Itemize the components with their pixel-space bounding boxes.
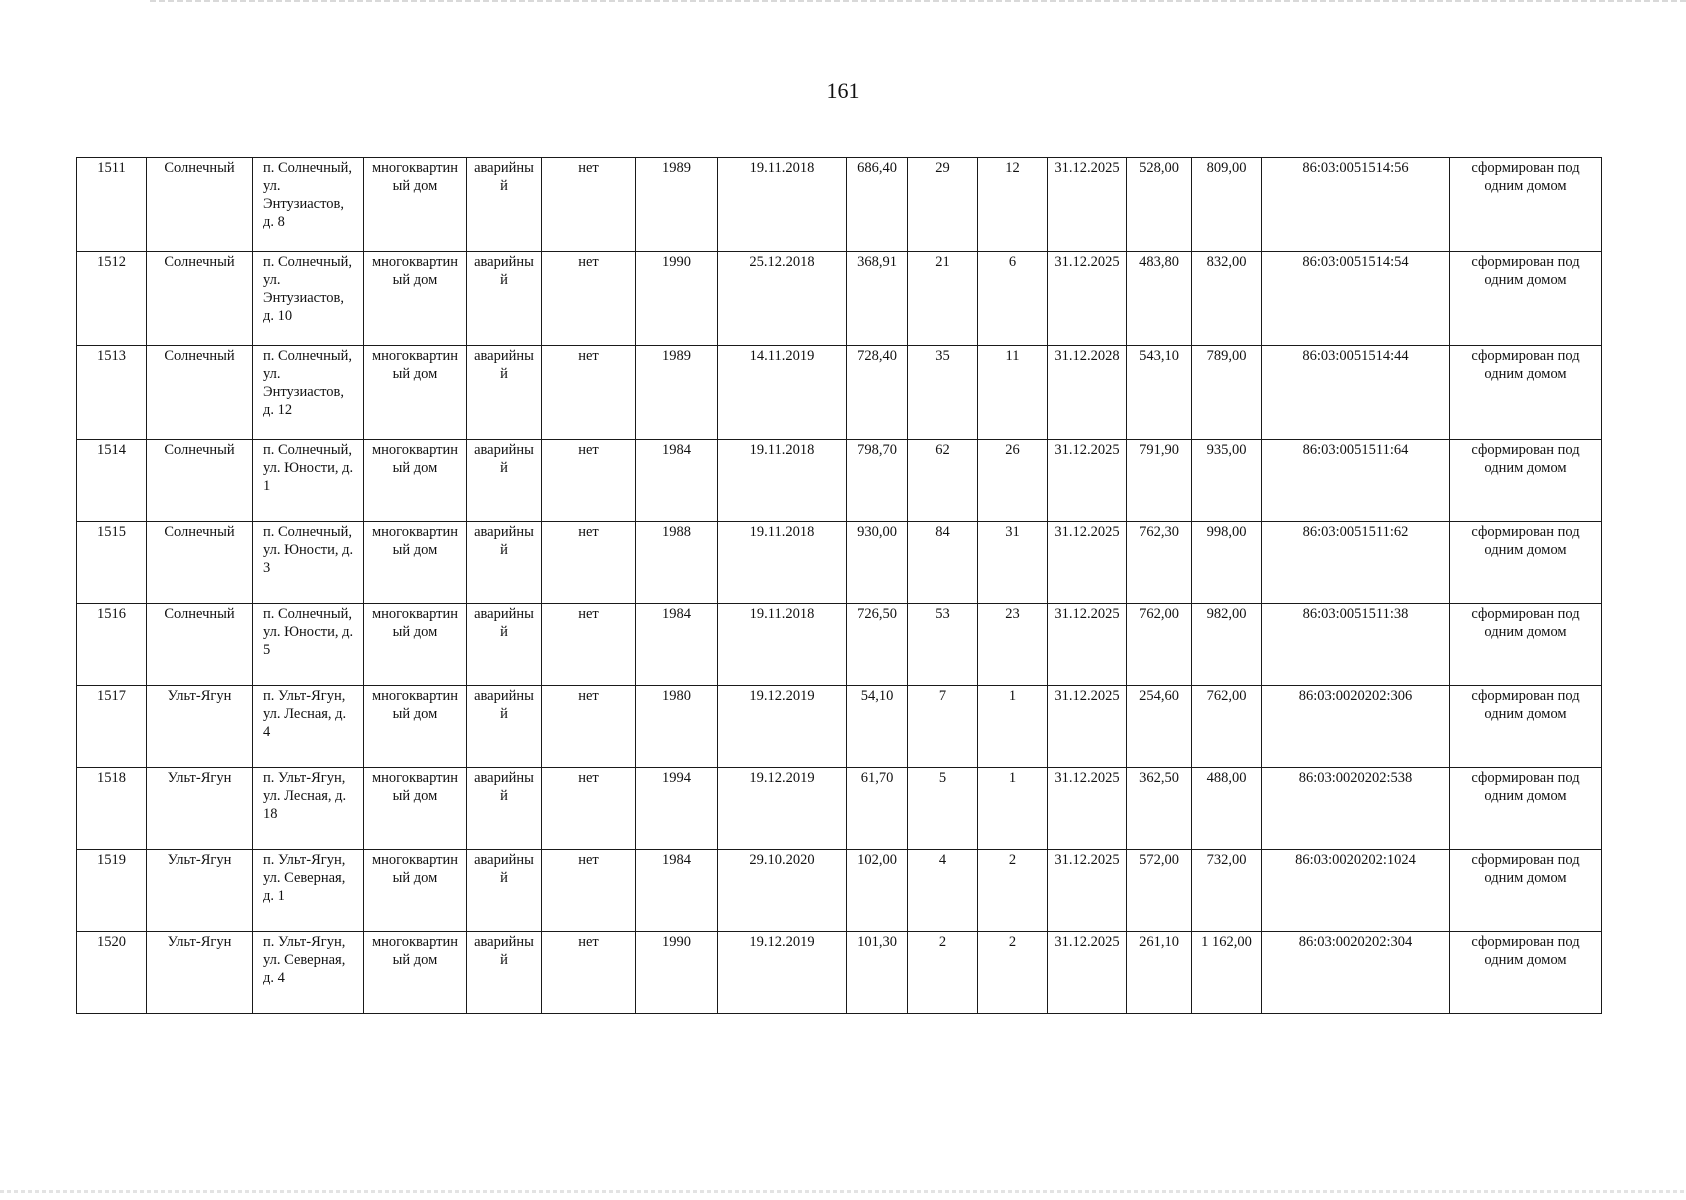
cell-year: 1984 <box>636 850 718 932</box>
cell-land-area: 528,00 <box>1127 158 1192 252</box>
cell-year: 1989 <box>636 346 718 440</box>
cell-address: п. Ульт-Ягун, ул. Лесная, д. 18 <box>253 768 364 850</box>
cell-units: 1 <box>978 768 1048 850</box>
table-row <box>77 522 1602 604</box>
cell-cadastral-number: 86:03:0020202:306 <box>1262 686 1450 768</box>
cell-units: 31 <box>978 522 1048 604</box>
cell-flag: нет <box>542 158 636 252</box>
cell-settlement: Ульт-Ягун <box>147 686 253 768</box>
cell-area: 686,40 <box>847 158 908 252</box>
cell-date: 29.10.2020 <box>718 850 847 932</box>
cell-units: 2 <box>978 850 1048 932</box>
cell-address: п. Ульт-Ягун, ул. Северная, д. 1 <box>253 850 364 932</box>
cell-building-type: многоквартиный дом <box>364 850 467 932</box>
cell-flag: нет <box>542 850 636 932</box>
cell-deadline: 31.12.2025 <box>1048 850 1127 932</box>
cell-land-area: 543,10 <box>1127 346 1192 440</box>
table-row <box>77 346 1602 440</box>
cell-condition: аварийный <box>467 522 542 604</box>
cell-building-type: многоквартиный дом <box>364 440 467 522</box>
cell-year: 1984 <box>636 440 718 522</box>
cell-cost: 935,00 <box>1192 440 1262 522</box>
cell-year: 1984 <box>636 604 718 686</box>
cell-condition: аварийный <box>467 604 542 686</box>
cell-cadastral-number: 86:03:0051514:54 <box>1262 252 1450 346</box>
scan-artifact-top <box>150 0 1686 2</box>
cell-residents: 4 <box>908 850 978 932</box>
cell-date: 14.11.2019 <box>718 346 847 440</box>
cell-number: 1519 <box>77 850 147 932</box>
cell-land-area: 762,30 <box>1127 522 1192 604</box>
cell-residents: 5 <box>908 768 978 850</box>
cell-number: 1516 <box>77 604 147 686</box>
cell-year: 1990 <box>636 932 718 1014</box>
cell-units: 23 <box>978 604 1048 686</box>
cell-year: 1980 <box>636 686 718 768</box>
cell-land-area: 791,90 <box>1127 440 1192 522</box>
cell-area: 368,91 <box>847 252 908 346</box>
cell-condition: аварийный <box>467 850 542 932</box>
cell-address: п. Солнечный, ул. Юности, д. 1 <box>253 440 364 522</box>
cell-land-area: 762,00 <box>1127 604 1192 686</box>
cell-residents: 53 <box>908 604 978 686</box>
cell-condition: аварийный <box>467 252 542 346</box>
cell-cadastral-number: 86:03:0051514:44 <box>1262 346 1450 440</box>
cell-flag: нет <box>542 346 636 440</box>
cell-settlement: Солнечный <box>147 252 253 346</box>
cell-number: 1512 <box>77 252 147 346</box>
cell-cadastral-number: 86:03:0051511:62 <box>1262 522 1450 604</box>
cell-condition: аварийный <box>467 932 542 1014</box>
cell-units: 26 <box>978 440 1048 522</box>
cell-number: 1513 <box>77 346 147 440</box>
cell-cost: 832,00 <box>1192 252 1262 346</box>
cell-number: 1520 <box>77 932 147 1014</box>
table-row <box>77 932 1602 1014</box>
cell-residents: 2 <box>908 932 978 1014</box>
cell-flag: нет <box>542 768 636 850</box>
cell-area: 726,50 <box>847 604 908 686</box>
cell-settlement: Ульт-Ягун <box>147 850 253 932</box>
cell-flag: нет <box>542 932 636 1014</box>
table-row <box>77 252 1602 346</box>
cell-flag: нет <box>542 604 636 686</box>
housing-registry-table <box>76 157 1602 1014</box>
table-row <box>77 768 1602 850</box>
cell-units: 12 <box>978 158 1048 252</box>
cell-building-type: многоквартиный дом <box>364 932 467 1014</box>
cell-area: 930,00 <box>847 522 908 604</box>
cell-deadline: 31.12.2025 <box>1048 686 1127 768</box>
cell-address: п. Солнечный, ул. Юности, д. 5 <box>253 604 364 686</box>
cell-status: сформирован под одним домом <box>1450 158 1602 252</box>
cell-condition: аварийный <box>467 768 542 850</box>
table-row <box>77 440 1602 522</box>
cell-flag: нет <box>542 252 636 346</box>
cell-deadline: 31.12.2025 <box>1048 252 1127 346</box>
cell-area: 61,70 <box>847 768 908 850</box>
cell-units: 2 <box>978 932 1048 1014</box>
cell-settlement: Солнечный <box>147 158 253 252</box>
cell-number: 1514 <box>77 440 147 522</box>
cell-residents: 84 <box>908 522 978 604</box>
table-row <box>77 850 1602 932</box>
cell-flag: нет <box>542 686 636 768</box>
cell-deadline: 31.12.2025 <box>1048 158 1127 252</box>
cell-land-area: 362,50 <box>1127 768 1192 850</box>
cell-deadline: 31.12.2025 <box>1048 440 1127 522</box>
cell-area: 102,00 <box>847 850 908 932</box>
cell-cost: 732,00 <box>1192 850 1262 932</box>
cell-status: сформирован под одним домом <box>1450 604 1602 686</box>
table-row <box>77 686 1602 768</box>
cell-status: сформирован под одним домом <box>1450 768 1602 850</box>
page-number: 161 <box>826 78 860 103</box>
table-body <box>77 158 1602 1014</box>
cell-residents: 7 <box>908 686 978 768</box>
cell-year: 1988 <box>636 522 718 604</box>
cell-deadline: 31.12.2025 <box>1048 768 1127 850</box>
cell-cadastral-number: 86:03:0020202:538 <box>1262 768 1450 850</box>
cell-cost: 762,00 <box>1192 686 1262 768</box>
cell-residents: 35 <box>908 346 978 440</box>
cell-settlement: Солнечный <box>147 346 253 440</box>
cell-area: 54,10 <box>847 686 908 768</box>
cell-date: 19.12.2019 <box>718 932 847 1014</box>
cell-number: 1511 <box>77 158 147 252</box>
cell-building-type: многоквартиный дом <box>364 522 467 604</box>
cell-address: п. Солнечный, ул. Энтузиастов, д. 12 <box>253 346 364 440</box>
scan-artifact-bottom <box>0 1190 1686 1193</box>
cell-cost: 1 162,00 <box>1192 932 1262 1014</box>
cell-deadline: 31.12.2025 <box>1048 604 1127 686</box>
cell-status: сформирован под одним домом <box>1450 686 1602 768</box>
cell-address: п. Ульт-Ягун, ул. Северная, д. 4 <box>253 932 364 1014</box>
cell-deadline: 31.12.2025 <box>1048 932 1127 1014</box>
cell-date: 19.12.2019 <box>718 768 847 850</box>
cell-condition: аварийный <box>467 440 542 522</box>
cell-residents: 21 <box>908 252 978 346</box>
cell-cost: 982,00 <box>1192 604 1262 686</box>
cell-status: сформирован под одним домом <box>1450 346 1602 440</box>
cell-year: 1990 <box>636 252 718 346</box>
cell-cost: 488,00 <box>1192 768 1262 850</box>
cell-address: п. Ульт-Ягун, ул. Лесная, д. 4 <box>253 686 364 768</box>
cell-number: 1518 <box>77 768 147 850</box>
cell-cost: 809,00 <box>1192 158 1262 252</box>
cell-flag: нет <box>542 522 636 604</box>
cell-flag: нет <box>542 440 636 522</box>
cell-cadastral-number: 86:03:0051514:56 <box>1262 158 1450 252</box>
cell-area: 798,70 <box>847 440 908 522</box>
cell-date: 25.12.2018 <box>718 252 847 346</box>
cell-date: 19.11.2018 <box>718 604 847 686</box>
cell-building-type: многоквартиный дом <box>364 686 467 768</box>
cell-building-type: многоквартиный дом <box>364 346 467 440</box>
cell-settlement: Ульт-Ягун <box>147 932 253 1014</box>
cell-date: 19.11.2018 <box>718 440 847 522</box>
cell-address: п. Солнечный, ул. Энтузиастов, д. 10 <box>253 252 364 346</box>
cell-cadastral-number: 86:03:0020202:304 <box>1262 932 1450 1014</box>
cell-building-type: многоквартиный дом <box>364 158 467 252</box>
cell-status: сформирован под одним домом <box>1450 440 1602 522</box>
cell-status: сформирован под одним домом <box>1450 522 1602 604</box>
table-row <box>77 158 1602 252</box>
table-row <box>77 604 1602 686</box>
cell-cadastral-number: 86:03:0051511:64 <box>1262 440 1450 522</box>
cell-residents: 29 <box>908 158 978 252</box>
cell-land-area: 254,60 <box>1127 686 1192 768</box>
cell-units: 1 <box>978 686 1048 768</box>
cell-number: 1517 <box>77 686 147 768</box>
cell-date: 19.11.2018 <box>718 522 847 604</box>
cell-units: 11 <box>978 346 1048 440</box>
cell-land-area: 483,80 <box>1127 252 1192 346</box>
cell-settlement: Солнечный <box>147 522 253 604</box>
cell-status: сформирован под одним домом <box>1450 850 1602 932</box>
cell-cadastral-number: 86:03:0051511:38 <box>1262 604 1450 686</box>
cell-status: сформирован под одним домом <box>1450 932 1602 1014</box>
cell-year: 1994 <box>636 768 718 850</box>
cell-building-type: многоквартиный дом <box>364 768 467 850</box>
cell-deadline: 31.12.2028 <box>1048 346 1127 440</box>
cell-address: п. Солнечный, ул. Энтузиастов, д. 8 <box>253 158 364 252</box>
cell-land-area: 572,00 <box>1127 850 1192 932</box>
cell-date: 19.11.2018 <box>718 158 847 252</box>
cell-settlement: Солнечный <box>147 604 253 686</box>
cell-condition: аварийный <box>467 346 542 440</box>
cell-cost: 998,00 <box>1192 522 1262 604</box>
cell-building-type: многоквартиный дом <box>364 252 467 346</box>
cell-condition: аварийный <box>467 158 542 252</box>
cell-area: 101,30 <box>847 932 908 1014</box>
cell-settlement: Ульт-Ягун <box>147 768 253 850</box>
cell-deadline: 31.12.2025 <box>1048 522 1127 604</box>
cell-area: 728,40 <box>847 346 908 440</box>
cell-building-type: многоквартиный дом <box>364 604 467 686</box>
cell-cost: 789,00 <box>1192 346 1262 440</box>
cell-status: сформирован под одним домом <box>1450 252 1602 346</box>
cell-date: 19.12.2019 <box>718 686 847 768</box>
cell-units: 6 <box>978 252 1048 346</box>
cell-land-area: 261,10 <box>1127 932 1192 1014</box>
cell-year: 1989 <box>636 158 718 252</box>
cell-number: 1515 <box>77 522 147 604</box>
cell-condition: аварийный <box>467 686 542 768</box>
cell-cadastral-number: 86:03:0020202:1024 <box>1262 850 1450 932</box>
cell-residents: 62 <box>908 440 978 522</box>
cell-address: п. Солнечный, ул. Юности, д. 3 <box>253 522 364 604</box>
cell-settlement: Солнечный <box>147 440 253 522</box>
